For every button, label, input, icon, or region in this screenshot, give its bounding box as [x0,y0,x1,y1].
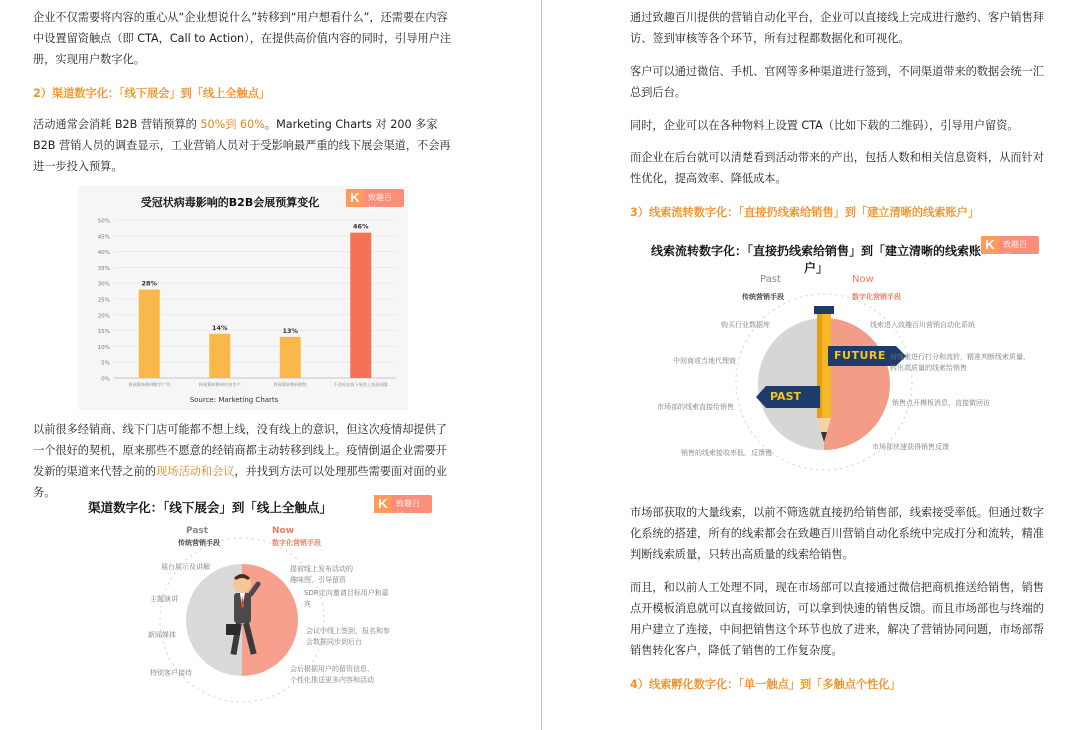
channel-digitization-figure [130,522,410,722]
brand-badge [374,495,432,520]
past-item: 主题演讲 [150,595,178,603]
now-item: 提前线上发布活动的趣味图，引导留资 [290,565,353,584]
past-item: 销售的线索接收率低、反馈慢 [681,449,772,457]
bar-data-label: 14% [211,323,228,332]
paragraph: 而且，和以前人工处理不同，现在市场部可以直接通过微信把商机推送给销售，销售点开模板消息就可以直接做回访，可以拿到快速的销售反馈。而且市场部也与终端的用户建立了连接，中间把销售这个环节也放了进来，解决了营销协同问题，市场部帮销售转化客户，降低了销售的工作复杂度。 [630,581,1044,657]
y-tick-label: 20% [97,313,110,320]
bar [139,290,160,378]
now-item: 对线索进行打分和流转，精准判断线索质量，转出高质量的线索给销售 [890,353,1030,372]
brand-logo-icon: K [346,189,364,207]
brand-badge [981,236,1039,261]
bar [209,334,230,378]
x-tick-label: 将预算转移到内容生产 [198,382,241,387]
future-sign-label: FUTURE [834,349,886,362]
past-subtitle: 传统营销手段 [178,539,220,547]
now-label: Now [852,274,874,285]
past-half [758,318,824,450]
y-tick-label: 35% [97,265,110,272]
brand-name: 致趣百川 [1003,240,1027,261]
past-item: 中间商或当地代理商 [673,357,736,365]
brand-name: 致趣百川 [396,499,420,520]
x-tick-label: 将预算转移到销售 [273,382,308,387]
now-item: 市场部快速获得销售反馈 [872,443,949,451]
x-tick-label: 不会再在线下展会上投放预算 [333,382,388,387]
section-heading: 3）线索流转数字化：「直接扔线索给销售」到「建立清晰的线索账户」 [630,206,979,219]
paragraph: 市场部获取的大量线索，以前不筛选就直接扔给销售部，线索接受率低。但通过数字化系统的搭建，所有的线索都会在致趣百川营销自动化系统中完成打分和流转，精准判断线索质量，只转出高质量的线索给销售。 [630,506,1044,561]
paragraph: 活动通常会消耗 B2B 营销预算的 50%到 60%。Marketing Charts 对 200 多家 B2B 营销人员的调查显示，工业营销人员对于受影响最严重的线下展会渠道，不会再进一步投入预算。 [33,118,451,173]
past-subtitle: 传统营销手段 [742,293,784,301]
y-tick-label: 15% [97,329,110,336]
past-item: 购买行业数据库 [721,321,770,329]
y-tick-label: 10% [97,344,110,351]
figure-title: 线索流转数字化：「直接扔线索给销售」到「建立清晰的线索账户」 [650,244,981,275]
now-item: 会后根据用户的留资信息，个性化推送更多内容和活动 [290,665,374,684]
section-heading: 4）线索孵化数字化：「单一触点」到「多触点个性化」 [630,678,901,691]
bar [280,337,301,378]
y-tick-label: 40% [97,250,110,257]
paragraph: 客户可以通过微信、手机、官网等多种渠道进行签到，不同渠道带来的数据会统一汇总到后台。 [630,65,1044,99]
chart-title: 受冠状病毒影响的B2B会展预算变化 [140,196,320,209]
bar-data-label: 13% [282,326,299,335]
bar-data-label: 46% [352,222,369,231]
past-item: 展台展示及讲解 [161,563,210,571]
now-item: 线索进入致趣百川营销自动化系统 [870,321,975,329]
paragraph: 企业不仅需要将内容的重心从“企业想说什么”转移到“用户想看什么”，还需要在内容中设置留资触点（即 CTA，Call to Action），在提供高价值内容的同时，引导用户注册，实现用户数字化。 [33,11,452,66]
past-item: 特别客户接待 [150,669,192,677]
chart-source: Source: Marketing Charts [189,396,279,404]
paragraph: 以前很多经销商、线下门店可能都不想上线，没有线上的意识，但这次疫情却提供了一个很好的契机，原来那些不愿意的经销商都主动转移到线上。疫情倒逼企业需要开发新的渠道来代替之前的现场活动和会议，并找到方法可以处理那些需要面对面的业务。 [33,423,447,499]
bar [350,233,371,378]
brand-logo-icon: K [374,495,392,513]
y-tick-label: 50% [97,218,110,225]
now-item: SDR定向邀请目标用户和嘉宾 [304,589,389,608]
now-subtitle: 数字化营销手段 [272,539,321,547]
now-item: 销售点开模板消息，直接做回访 [892,399,990,407]
now-label: Now [272,526,295,536]
past-item: 新闻媒体 [148,631,176,639]
y-tick-label: 25% [97,297,110,304]
bar-chart [78,186,408,410]
figure-graphic [130,522,410,722]
brand-badge [346,189,404,214]
document-page-right [544,0,1088,730]
y-tick-label: 0% [101,376,110,383]
paragraph: 而企业在后台就可以清楚看到活动带来的产出，包括人数和相关信息资料，从而针对性优化，提高效率、降低成本。 [630,151,1044,185]
brand-logo-icon: K [981,236,999,254]
y-tick-label: 5% [101,360,110,367]
figure-title: 渠道数字化：「线下展会」到「线上全触点」 [88,500,332,515]
now-item: 会议中线上签到，报名和参会数据同步到后台 [306,627,390,646]
paragraph: 通过致趣百川提供的营销自动化平台，企业可以直接线上完成进行邀约、客户销售拜访、签到审核等各个环节，所有过程都数据化和可视化。 [630,11,1044,45]
y-tick-label: 45% [97,234,110,241]
now-subtitle: 数字化营销手段 [852,293,901,301]
x-tick-label: 将预算转移到数字广告 [128,382,171,387]
past-sign-label: PAST [770,390,801,403]
brand-name: 致趣百川 [368,193,392,214]
bar-chart-svg [78,186,408,410]
section-heading: 2）渠道数字化：「线下展会」到「线上全触点」 [33,87,271,100]
past-item: 市场部的线索直接给销售 [657,403,734,411]
now-half [824,318,890,450]
lead-flow-figure [638,266,1048,474]
bar-data-label: 28% [141,279,158,288]
paragraph: 同时，企业可以在各种物料上设置 CTA（比如下载的二维码），引导用户留资。 [630,119,1019,132]
y-tick-label: 30% [97,281,110,288]
past-label: Past [186,526,209,536]
past-label: Past [760,274,781,285]
